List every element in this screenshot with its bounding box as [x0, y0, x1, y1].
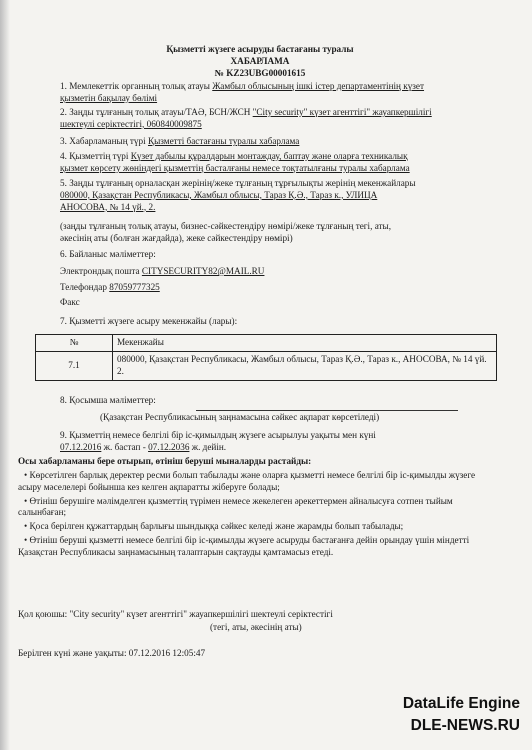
item-5: 5. Заңды тұлғаның орналасқан жерінің/жеке тұлғаның тұрғылықты жерінің мекенжайлары 080000, Қазақстан Республикасы, Жамбыл облысы, Тараз Қ.Ә., Тараз к., УЛИЦА АНОСОВА, № 14 үй., 2. — [60, 178, 416, 212]
table-row — [36, 351, 497, 380]
item-5-value: 080000, Қазақстан Республикасы, Жамбыл облысы, Тараз Қ.Ә., Тараз к., УЛИЦА — [60, 189, 378, 200]
title-line1: Қызметті жүзеге асыруды бастағаны туралы — [166, 44, 354, 54]
watermark-line2: DLE-NEWS.RU — [410, 717, 520, 734]
item-3-value: Қызметті бастағаны туралы хабарлама — [147, 136, 300, 146]
table-header-row — [36, 335, 497, 352]
item-7-label: 7. Қызметті жүзеге асыру мекенжайы (лары): — [60, 316, 238, 326]
item-2-value: "City security" күзет агенттігі" жауапкершілігі — [252, 107, 432, 117]
confirmation-heading: Осы хабарламаны бере отырып, өтініш беруші мыналарды растайды: — [18, 456, 312, 466]
phone-value: 87059777325 — [109, 282, 160, 292]
table-cell-number: 7.1 — [36, 351, 113, 380]
start-date: 07.12.2016 — [60, 441, 102, 452]
address-table — [35, 334, 497, 381]
item-4-value: Күзет дабылы құралдарын монтаждау, баптау және оларға техникалық — [130, 151, 408, 161]
item-4: 4. Қызметтің түрі Күзет дабылы құралдарын монтаждау, баптау және оларға техникалық қызмет көрсету жөніндегі қызметтің басталғаны немесе тоқтатылғаны туралы хабарлама — [60, 151, 410, 173]
signer-note: (тегі, аты, әкесінің аты) — [210, 622, 302, 632]
item-1: 1. Мемлекеттік органның толық атауы Жамбыл облысының ішкі істер департаментінің күзет қызметін бақылау бөлімі — [60, 81, 425, 103]
column-header-address: Мекенжайы — [113, 335, 497, 352]
confirmation-list — [18, 470, 498, 560]
item-2: 2. Заңды тұлғаның толық атауы/ТАӘ, БСН/ЖСН "City security" күзет агенттігі" жауапкершілігі шектеулі серіктестігі, 060840009875 — [60, 107, 432, 129]
email-value[interactable]: CITYSECURITY82@MAIL.RU — [141, 266, 265, 276]
phone-row: Телефондар 87059777325 — [60, 282, 160, 292]
item-8-note: (Қазақстан Республикасының заңнамасына сәйкес ақпарат көрсетіледі) — [100, 412, 380, 422]
watermark-line1: DataLife Engine — [402, 695, 520, 712]
list-item: • Өтініш беруші қызметті немесе белгілі бір іс-қимылды жүзеге асыруды бастағанға дейін орындау үшін міндетті Қазақстан Республикасы заңнамасының талаптарын сақтауды қамтамасыз етеді. — [18, 534, 470, 557]
column-header-number: № — [36, 335, 113, 352]
document-number: № KZ23UBG00001615 — [214, 68, 306, 78]
signer-line: Қол қоюшы: "City security" күзет агенттігі" жауапкершілігі шектеулі серіктестігі — [18, 609, 333, 619]
end-date: 07.12.2036 — [148, 441, 190, 452]
email-row: Электрондық пошта CITYSECURITY82@MAIL.RU — [60, 266, 265, 276]
item-8-label: 8. Қосымша мәліметтер: — [60, 395, 156, 405]
issue-date: Берілген күні және уақыты: 07.12.2016 12:05:47 — [18, 648, 206, 658]
item-8-field-line — [196, 410, 458, 411]
table-cell-address: 080000, Қазақстан Республикасы, Жамбыл облысы, Тараз Қ.Ә., Тараз к., АНОСОВА, № 14 үй. 2. — [113, 351, 497, 380]
item-9: 9. Қызметтің немесе белгілі бір іс-қимылдың жүзеге асырылуы уақыты мен күні 07.12.2016 ж. бастап - 07.12.2036 ж. дейін. — [60, 430, 376, 452]
title-line2: ХАБАРЛАМА — [230, 56, 290, 66]
list-item: • Көрсетілген барлық деректер ресми болып табылады және оларға қызметті немесе белгілі бір іс-қимылды жүзеге асыру мәселелері бойынша кез келген ақпаратты жіберуге болады; — [18, 470, 476, 492]
item-6-label: 6. Байланыс мәліметтер: — [60, 249, 156, 259]
scan-edge-shadow — [0, 0, 10, 750]
list-item: • Өтініш берушіге мәлімделген қызметтің түрімен немесе жекелеген әрекеттермен айналысуға сотпен тыйым салынбаған; — [18, 495, 453, 518]
item-5-note: (заңды тұлғаның толық атауы, бизнес-сәйкестендіру нөмірі/жеке тұлғаның тегі, аты, әкесінің аты (болған жағдайда), жеке сәйкестендіру нөмірі) — [60, 221, 392, 243]
item-1-value: Жамбыл облысының ішкі істер департаментінің күзет — [212, 81, 425, 91]
item-3: 3. Хабарламаның түрі Қызметті бастағаны туралы хабарлама — [60, 136, 300, 146]
fax-label: Факс — [60, 297, 80, 307]
list-item: • Қоса берілген құжаттардың барлығы шындыққа сәйкес келеді және жарамды болып табылады; — [24, 521, 404, 532]
